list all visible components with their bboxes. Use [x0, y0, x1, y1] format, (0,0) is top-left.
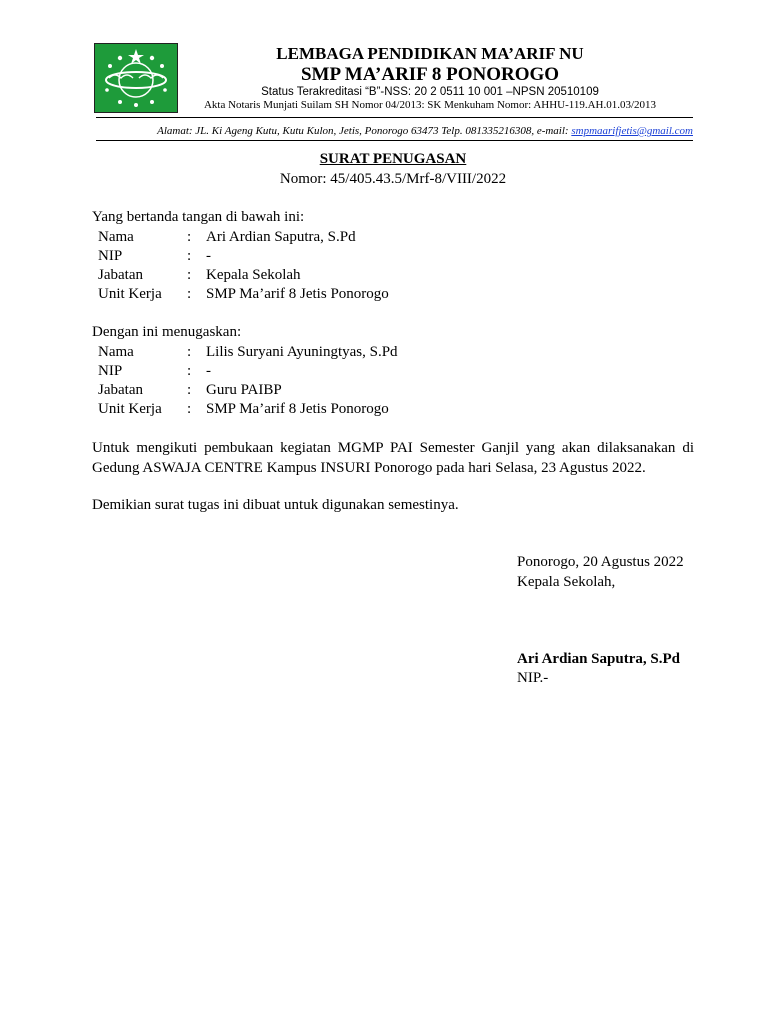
field-colon: : [187, 267, 192, 283]
field-label: NIP [98, 363, 123, 379]
letter-title: SURAT PENUGASAN [319, 151, 467, 167]
field-colon: : [187, 363, 192, 379]
field-colon: : [187, 286, 192, 302]
field-colon: : [187, 401, 192, 417]
assignee-intro: Dengan ini menugaskan: [92, 324, 242, 340]
signer-intro: Yang bertanda tangan di bawah ini: [92, 209, 305, 225]
header-divider-top [96, 117, 693, 118]
header-divider-bottom [96, 140, 693, 141]
field-label: Nama [98, 344, 134, 360]
field-colon: : [187, 344, 192, 360]
field-value: SMP Ma’arif 8 Jetis Ponorogo [206, 401, 389, 417]
place-date: Ponorogo, 20 Agustus 2022 [517, 554, 684, 570]
field-value: - [206, 363, 211, 379]
accreditation-line: Status Terakreditasi “B”-NSS: 20 2 0511 10 001 –NPSN 20510109 [261, 86, 599, 98]
email-link[interactable]: smpmaarifjetis@gmail.com [571, 125, 693, 137]
field-colon: : [187, 229, 192, 245]
signer-position: Kepala Sekolah, [517, 574, 616, 590]
notary-line: Akta Notaris Munjati Suilam SH Nomor 04/2013: SK Menkuham Nomor: AHHU-119.AH.01.03/2013 [203, 99, 657, 111]
field-label: Jabatan [98, 267, 143, 283]
field-value: Guru PAIBP [206, 382, 282, 398]
field-value: Ari Ardian Saputra, S.Pd [206, 229, 356, 245]
field-label: Jabatan [98, 382, 143, 398]
field-colon: : [187, 248, 192, 264]
address-line [96, 125, 693, 137]
nu-logo [94, 43, 178, 113]
school-name: SMP MA’ARIF 8 PONOROGO [300, 64, 560, 85]
field-value: SMP Ma’arif 8 Jetis Ponorogo [206, 286, 389, 302]
field-label: Unit Kerja [98, 286, 162, 302]
closing-sentence: Demikian surat tugas ini dibuat untuk digunakan semestinya. [92, 497, 459, 513]
address-text: Alamat: JL. Ki Ageng Kutu, Kutu Kulon, Jetis, Ponorogo 63473 Telp. 081335216308, e-mail: [157, 125, 572, 137]
field-label: NIP [98, 248, 123, 264]
field-value: Kepala Sekolah [206, 267, 301, 283]
field-label: Nama [98, 229, 134, 245]
field-value: Lilis Suryani Ayuningtyas, S.Pd [206, 344, 398, 360]
field-colon: : [187, 382, 192, 398]
letter-number: Nomor: 45/405.43.5/Mrf-8/VIII/2022 [279, 171, 507, 187]
nu-emblem-icon [95, 44, 177, 112]
assignment-body: Untuk mengikuti pembukaan kegiatan MGMP PAI Semester Ganjil yang akan dilaksanakan di Gedung ASWAJA CENTRE Kampus INSURI Ponorogo pada hari Selasa, 23 Agustus 2022. [92, 440, 694, 476]
signer-name: Ari Ardian Saputra, S.Pd [517, 651, 680, 667]
field-value: - [206, 248, 211, 264]
org-name: LEMBAGA PENDIDIKAN MA’ARIF NU [276, 44, 584, 63]
field-label: Unit Kerja [98, 401, 162, 417]
signer-nip: NIP.- [517, 670, 549, 686]
